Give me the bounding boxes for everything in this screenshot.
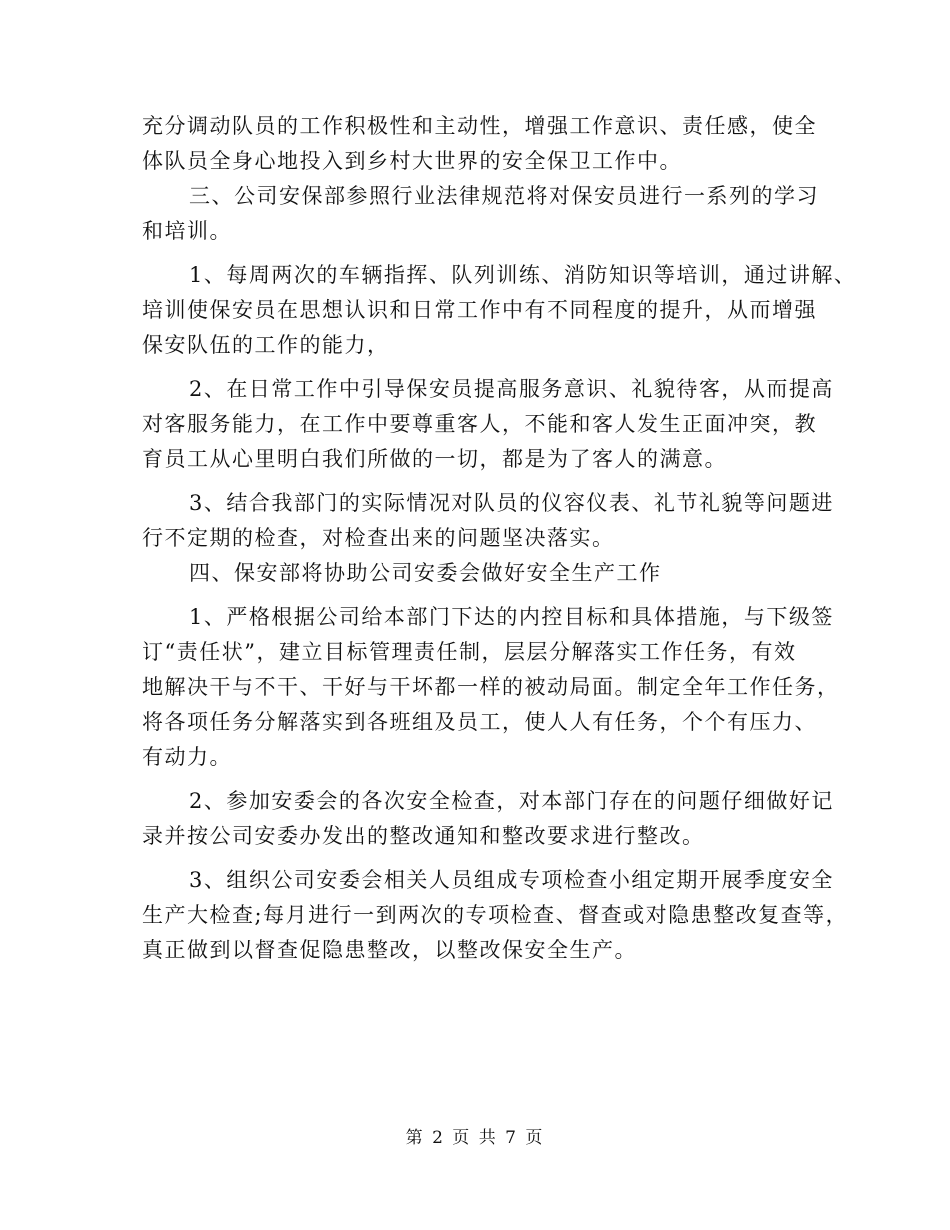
text-line-15: 订“责任状”，建立目标管理责任制，层层分解落实工作任务，有效 bbox=[142, 640, 797, 664]
text-line-19: 2、参加安委会的各次安全检查，对本部门存在的问题仔细做好记 bbox=[189, 789, 834, 813]
text-line-5: 1、每周两次的车辆指挥、队列训练、消防知识等培训，通过讲解、 bbox=[189, 263, 857, 287]
text-line-12: 行不定期的检查，对检查出来的问题坚决落实。 bbox=[142, 526, 615, 550]
text-line-4: 和培训。 bbox=[142, 219, 232, 243]
text-line-9: 对客服务能力，在工作中要尊重客人，不能和客人发生正面冲突，教 bbox=[142, 412, 817, 436]
text-line-20: 录并按公司安委办发出的整改通知和整改要求进行整改。 bbox=[142, 824, 705, 848]
page-footer: 第 2 页 共 7 页 bbox=[405, 1128, 545, 1148]
text-line-17: 将各项任务分解落实到各班组及员工，使人人有任务，个个有压力、 bbox=[142, 710, 817, 734]
text-line-14: 1、严格根据公司给本部门下达的内控目标和具体措施，与下级签 bbox=[189, 605, 834, 629]
text-line-8: 2、在日常工作中引导保安员提高服务意识、礼貌待客，从而提高 bbox=[189, 377, 834, 401]
section-heading-3: 三、公司安保部参照行业法律规范将对保安员进行一系列的学习 bbox=[189, 184, 819, 208]
section-heading-4: 四、保安部将协助公司安委会做好安全生产工作 bbox=[189, 561, 662, 585]
text-line-6: 培训使保安员在思想认识和日常工作中有不同程度的提升，从而增强 bbox=[142, 298, 817, 322]
text-line-16: 地解决干与不干、干好与干坏都一样的被动局面。制定全年工作任务， bbox=[142, 675, 840, 699]
text-line-22: 生产大检查;每月进行一到两次的专项检查、督查或对隐患整改复查等， bbox=[142, 903, 849, 927]
text-line-1: 充分调动队员的工作积极性和主动性，增强工作意识、责任感，使全 bbox=[142, 114, 817, 138]
text-line-21: 3、组织公司安委会相关人员组成专项检查小组定期开展季度安全 bbox=[189, 868, 834, 892]
text-line-2: 体队员全身心地投入到乡村大世界的安全保卫工作中。 bbox=[142, 149, 682, 173]
text-line-18: 有动力。 bbox=[142, 745, 232, 769]
text-line-7: 保安队伍的工作的能力， bbox=[142, 333, 390, 357]
text-line-11: 3、结合我部门的实际情况对队员的仪容仪表、礼节礼貌等问题进 bbox=[189, 491, 834, 515]
text-line-10: 育员工从心里明白我们所做的一切，都是为了客人的满意。 bbox=[142, 447, 727, 471]
text-line-23: 真正做到以督查促隐患整改，以整改保安全生产。 bbox=[142, 938, 637, 962]
